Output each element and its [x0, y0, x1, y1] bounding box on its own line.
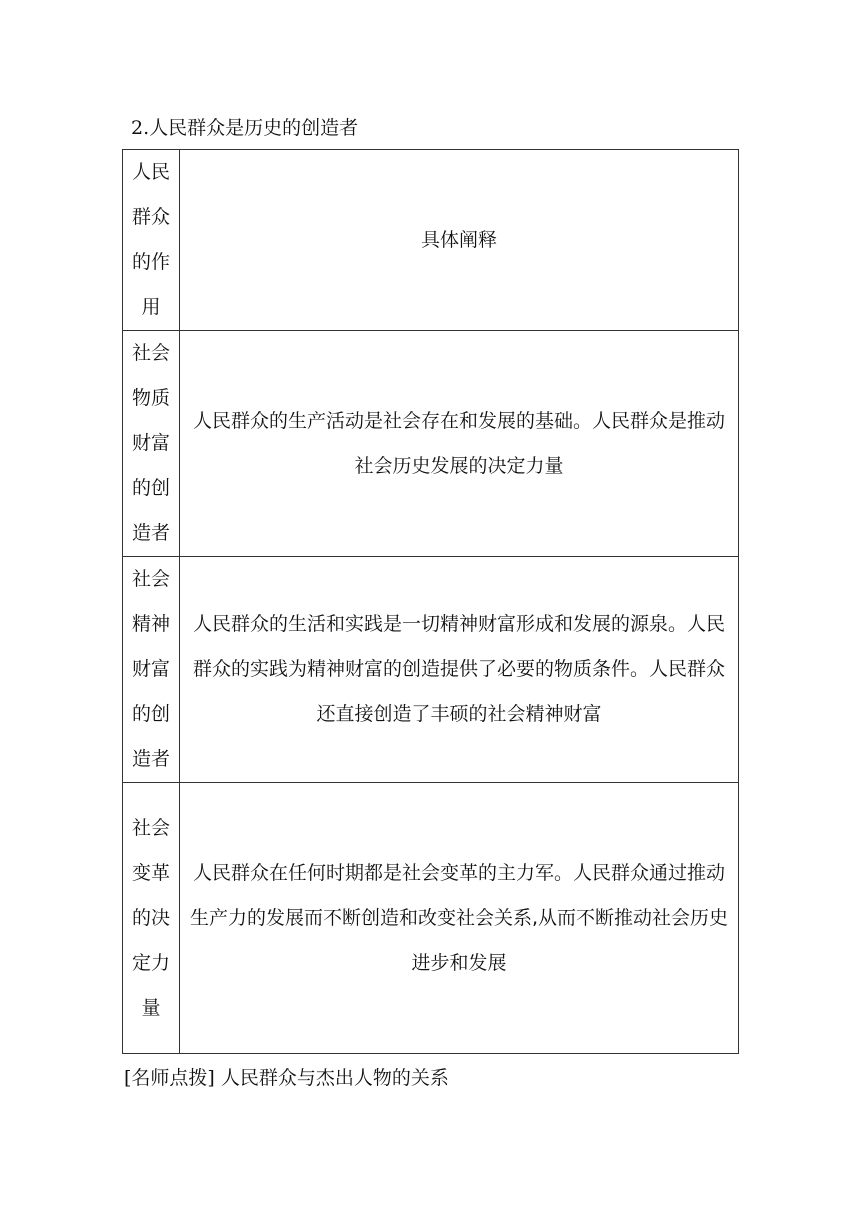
- explanation-text: 人民群众的生活和实践是一切精神财富形成和发展的源泉。人民群众的实践为精神财富的创造提供了必要的物质条件。人民群众还直接创造了丰硕的社会精神财富: [192, 613, 725, 725]
- table-row: [123, 783, 739, 1054]
- header-explanation-cell: [180, 150, 739, 331]
- roles-table: [122, 149, 739, 1054]
- explanation-text: 人民群众在任何时期都是社会变革的主力军。人民群众通过推动生产力的发展而不断创造和改变社会关系,从而不断推动社会历史进步和发展: [189, 861, 729, 974]
- role-text: 社会物质财富的创造者: [131, 342, 170, 544]
- explanation-cell: [180, 331, 739, 557]
- role-text: 社会精神财富的创造者: [131, 568, 170, 770]
- explanation-text: 人民群众的生产活动是社会存在和发展的基础。人民群众是推动社会历史发展的决定力量: [192, 409, 725, 477]
- table-row: [123, 331, 739, 557]
- role-cell: [123, 331, 180, 557]
- table-header-row: [123, 150, 739, 331]
- table-row: [123, 557, 739, 783]
- explanation-cell: [180, 783, 739, 1054]
- teacher-tip: [名师点拨] 人民群众与杰出人物的关系: [124, 1067, 449, 1089]
- header-role-text: 人民群众的作用: [131, 161, 170, 318]
- role-cell: [123, 783, 180, 1054]
- header-explanation-text: 具体阐释: [420, 228, 497, 251]
- role-cell: [123, 557, 180, 783]
- explanation-cell: [180, 557, 739, 783]
- section-heading: 2.人民群众是历史的创造者: [131, 117, 359, 139]
- header-role-cell: [123, 150, 180, 331]
- role-text: 社会变革的决定力量: [131, 816, 170, 1019]
